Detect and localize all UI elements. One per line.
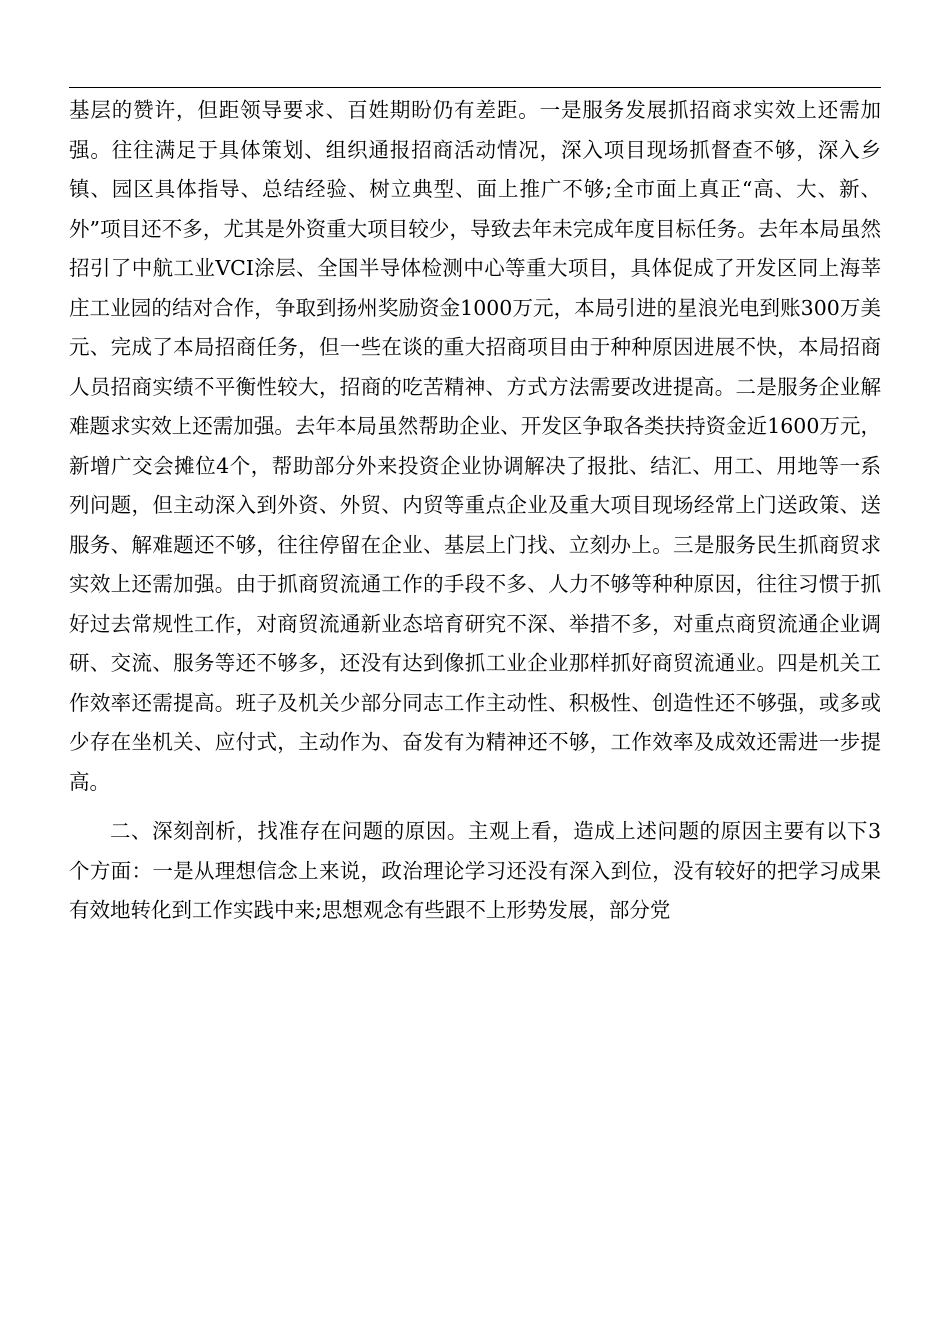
paragraph-section-two: 二、深刻剖析，找准存在问题的原因。主观上看，造成上述问题的原因主要有以下3个方面：一是从理想信念上来说，政治理论学习还没有深入到位，没有较好的把学习成果有效地转化到工作实践中来;思想观念有些跟不上形势发展，部分党 xyxy=(69,819,881,922)
document-body xyxy=(69,91,881,931)
header-rule xyxy=(69,87,881,88)
paragraph-continuation: 基层的赞许，但距领导要求、百姓期盼仍有差距。一是服务发展抓招商求实效上还需加强。往往满足于具体策划、组织通报招商活动情况，深入项目现场抓督查不够，深入乡镇、园区具体指导、总结经验、树立典型、面上推广不够;全市面上真正“高、大、新、外”项目还不多，尤其是外资重大项目较少，导致去年未完成年度目标任务。去年本局虽然招引了中航工业VCI涂层、全国半导体检测中心等重大项目，具体促成了开发区同上海莘庄工业园的结对合作，争取到扬州奖励资金1000万元，本局引进的星浪光电到账300万美元、完成了本局招商任务，但一些在谈的重大招商项目由于种种原因进展不快，本局招商人员招商实绩不平衡性较大，招商的吃苦精神、方式方法需要改进提高。二是服务企业解难题求实效上还需加强。去年本局虽然帮助企业、开发区争取各类扶持资金近1600万元，新增广交会摊位4个，帮助部分外来投资企业协调解决了报批、结汇、用工、用地等一系列问题，但主动深入到外资、外贸、内贸等重点企业及重大项目现场经常上门送政策、送服务、解难题还不够，往往停留在企业、基层上门找、立刻办上。三是服务民生抓商贸求实效上还需加强。由于抓商贸流通工作的手段不多、人力不够等种种原因，往往习惯于抓好过去常规性工作，对商贸流通新业态培育研究不深、举措不多，对重点商贸流通企业调研、交流、服务等还不够多，还没有达到像抓工业企业那样抓好商贸流通业。四是机关工作效率还需提高。班子及机关少部分同志工作主动性、积极性、创造性还不够强，或多或少存在坐机关、应付式，主动作为、奋发有为精神还不够，工作效率及成效还需进一步提高。 xyxy=(69,98,881,794)
